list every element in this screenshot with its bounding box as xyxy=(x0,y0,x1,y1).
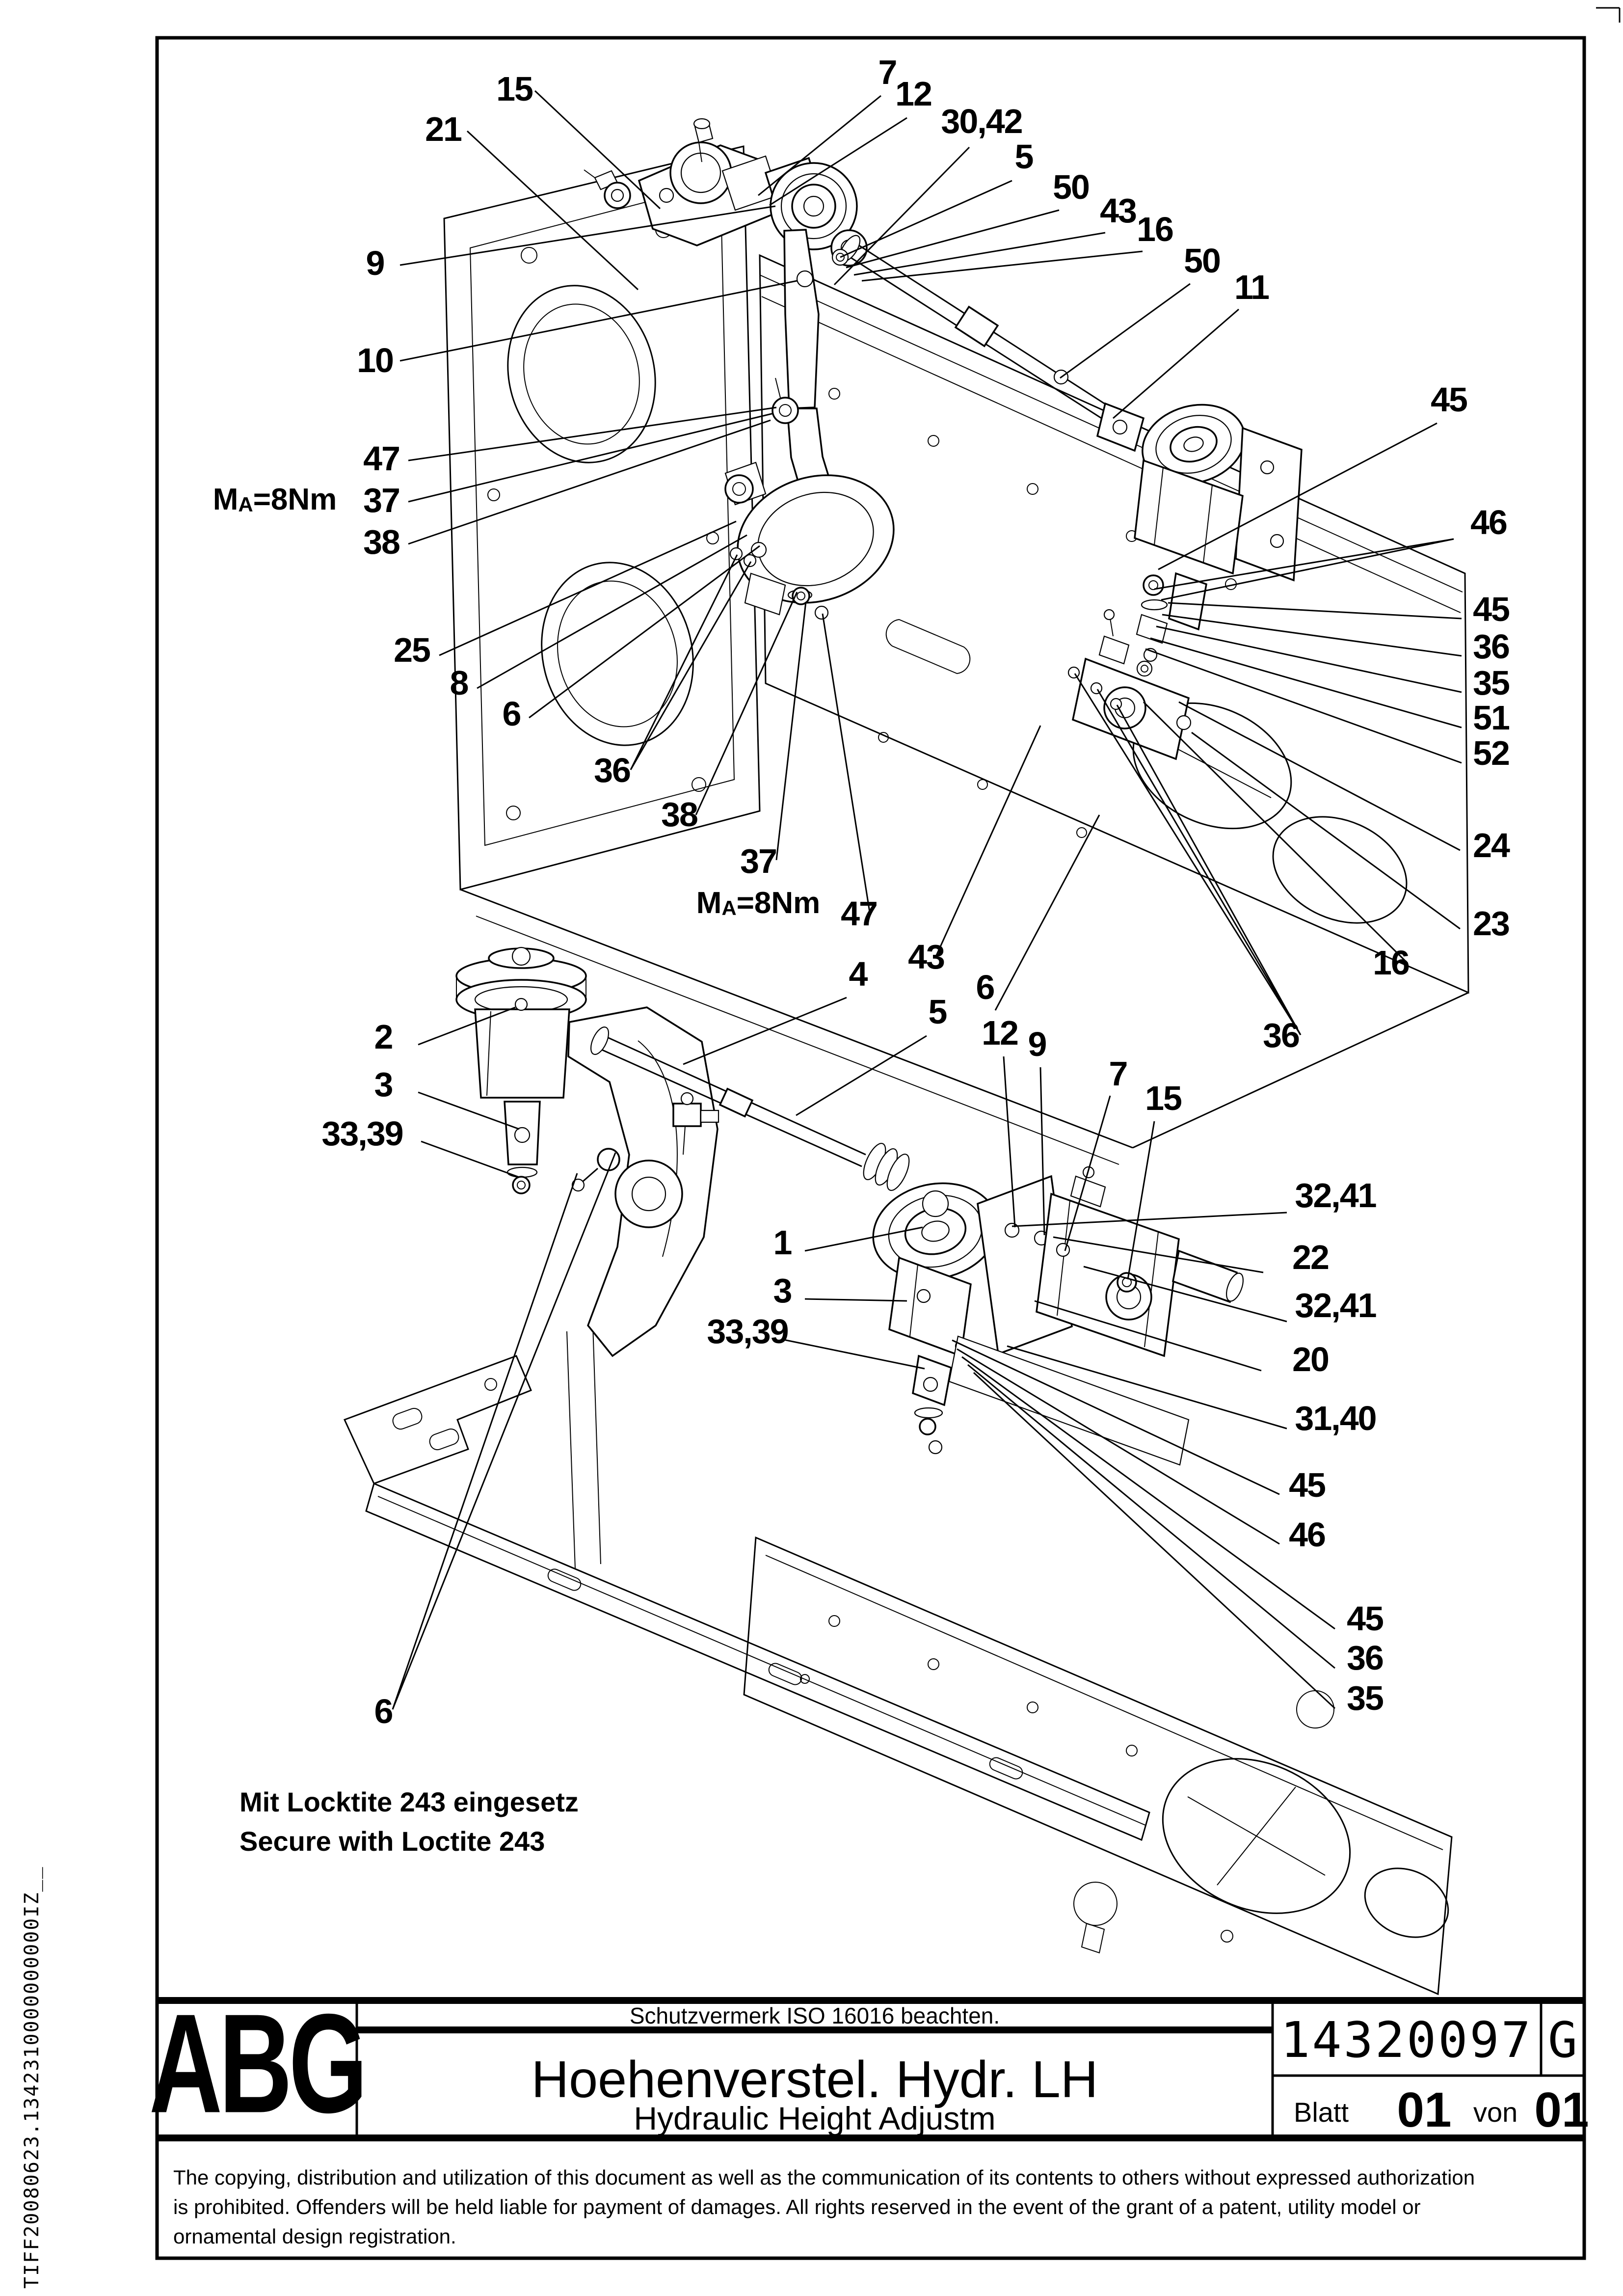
leader-line xyxy=(1097,689,1301,1035)
leader-line xyxy=(805,1299,907,1301)
leader-line xyxy=(776,602,806,860)
disclaimer-line-1: The copying, distribution and utilization of this document as well as the communication of its contents to others without expressed authorization xyxy=(173,2166,1475,2189)
callout-36: 36 xyxy=(1347,1639,1383,1677)
callout-33-39: 33,39 xyxy=(321,1114,403,1153)
callout-9: 9 xyxy=(366,244,384,282)
callout-36: 36 xyxy=(1263,1016,1299,1054)
leader-line xyxy=(1156,626,1462,692)
leader-line xyxy=(1192,732,1460,929)
callout-51: 51 xyxy=(1473,699,1509,737)
leader-line xyxy=(631,555,737,770)
leader-line xyxy=(1060,284,1190,378)
callout-25: 25 xyxy=(394,631,430,669)
callout-38: 38 xyxy=(363,523,399,561)
callout-35: 35 xyxy=(1347,1679,1383,1717)
callout-5: 5 xyxy=(928,993,947,1031)
callout-12: 12 xyxy=(895,75,931,113)
callout-45: 45 xyxy=(1347,1599,1383,1638)
callout-6: 6 xyxy=(976,968,994,1006)
leader-line xyxy=(400,281,797,361)
callout-2: 2 xyxy=(374,1018,393,1056)
leader-line xyxy=(1168,603,1462,619)
leader-line xyxy=(408,413,773,502)
callout-52: 52 xyxy=(1473,734,1509,772)
callout-43: 43 xyxy=(1100,191,1136,230)
sheet-current: 01 xyxy=(1397,2082,1452,2137)
callout-36: 36 xyxy=(594,751,630,789)
torque-note: MA=8Nm xyxy=(213,483,337,516)
callout-37: 37 xyxy=(363,481,399,519)
revision-letter: G xyxy=(1547,2011,1578,2069)
callout-6: 6 xyxy=(502,695,521,733)
leader-line xyxy=(696,592,797,815)
leader-line xyxy=(535,91,660,209)
leader-line xyxy=(1117,705,1301,1035)
loctite-note: Secure with Loctite 243 xyxy=(239,1826,545,1857)
callout-50: 50 xyxy=(1184,242,1220,280)
leader-line xyxy=(1145,649,1462,763)
callout-20: 20 xyxy=(1292,1340,1329,1378)
callout-6: 6 xyxy=(374,1692,393,1730)
callout-15: 15 xyxy=(496,70,532,108)
drawing-title-english: Hydraulic Height Adjustm xyxy=(634,2100,996,2136)
leader-line xyxy=(408,420,771,544)
leader-line xyxy=(781,1339,925,1369)
protection-note: Schutzvermerk ISO 16016 beachten. xyxy=(629,2003,1000,2028)
callout-46: 46 xyxy=(1470,503,1507,541)
disclaimer-block xyxy=(173,2166,1475,2248)
leader-line xyxy=(952,1340,1279,1494)
leader-line xyxy=(421,1141,519,1177)
callout-15: 15 xyxy=(1145,1079,1181,1117)
torque-note: MA=8Nm xyxy=(696,886,821,920)
title-block xyxy=(149,1985,1589,2142)
sheet-label: Blatt xyxy=(1294,2097,1349,2128)
lower-frame-drawing xyxy=(345,1325,1459,1994)
callout-23: 23 xyxy=(1473,904,1509,943)
callout-38: 38 xyxy=(661,795,697,834)
callout-4: 4 xyxy=(849,955,867,993)
lower-hydraulic-assembly xyxy=(456,947,1247,1465)
callout-24: 24 xyxy=(1473,826,1509,864)
callout-33-39: 33,39 xyxy=(707,1312,788,1351)
leader-line xyxy=(393,1173,577,1709)
disclaimer-line-3: ornamental design registration. xyxy=(173,2225,456,2248)
callout-1: 1 xyxy=(773,1223,792,1262)
leader-line xyxy=(962,1357,1335,1629)
callout-43: 43 xyxy=(908,938,944,976)
leader-line xyxy=(1162,615,1462,656)
leader-line xyxy=(823,614,870,912)
callout-32-41: 32,41 xyxy=(1295,1286,1376,1324)
callout-32-41: 32,41 xyxy=(1295,1176,1376,1215)
callout-22: 22 xyxy=(1292,1238,1329,1276)
callout-16: 16 xyxy=(1373,944,1409,982)
leader-line xyxy=(683,998,847,1064)
leader-line xyxy=(477,535,747,688)
callout-50: 50 xyxy=(1053,168,1089,206)
drawing-number: 14320097 xyxy=(1280,2011,1533,2069)
callout-47: 47 xyxy=(841,894,877,933)
callout-16: 16 xyxy=(1137,210,1173,248)
leader-line xyxy=(439,521,736,655)
callout-36: 36 xyxy=(1473,627,1509,666)
callout-5: 5 xyxy=(1014,137,1033,176)
upper-frame-drawing xyxy=(444,146,1468,1164)
sheet-total: 01 xyxy=(1534,2082,1589,2137)
callout-7: 7 xyxy=(878,53,897,91)
callout-37: 37 xyxy=(740,842,776,880)
callout-8: 8 xyxy=(450,664,468,702)
callout-47: 47 xyxy=(363,439,399,478)
callout-30-42: 30,42 xyxy=(941,102,1022,140)
callout-46: 46 xyxy=(1289,1515,1325,1554)
leader-line xyxy=(1144,702,1408,963)
loctite-note: Mit Locktite 243 eingesetz xyxy=(239,1786,579,1817)
callout-7: 7 xyxy=(1109,1054,1127,1093)
callout-9: 9 xyxy=(1028,1025,1046,1063)
sheet-of-label: von xyxy=(1473,2097,1518,2128)
leader-line xyxy=(936,726,1040,955)
callout-35: 35 xyxy=(1473,664,1509,702)
company-logo: ABG xyxy=(149,1985,365,2143)
callout-31-40: 31,40 xyxy=(1295,1399,1376,1437)
callout-numbers-layer xyxy=(321,53,1510,1730)
drawing-title-german: Hoehenverstel. Hydr. LH xyxy=(531,2051,1098,2108)
callout-21: 21 xyxy=(425,110,461,148)
callout-45: 45 xyxy=(1473,590,1509,628)
callout-45: 45 xyxy=(1289,1466,1325,1504)
callout-3: 3 xyxy=(773,1271,792,1310)
callout-11: 11 xyxy=(1234,268,1269,306)
disclaimer-line-2: is prohibited. Offenders will be held liable for payment of damages. All rights reserved in the event of the grant of a patent, utility model or xyxy=(173,2195,1421,2218)
leader-line xyxy=(995,815,1099,1010)
callout-10: 10 xyxy=(357,341,393,379)
leader-line xyxy=(393,1153,615,1709)
callout-12: 12 xyxy=(982,1014,1018,1052)
callout-45: 45 xyxy=(1431,380,1467,419)
scan-code-vertical: TIFF20080623.1342310000000000IZ__ xyxy=(21,1866,43,2289)
leader-line xyxy=(408,407,776,460)
callout-3: 3 xyxy=(374,1065,393,1104)
